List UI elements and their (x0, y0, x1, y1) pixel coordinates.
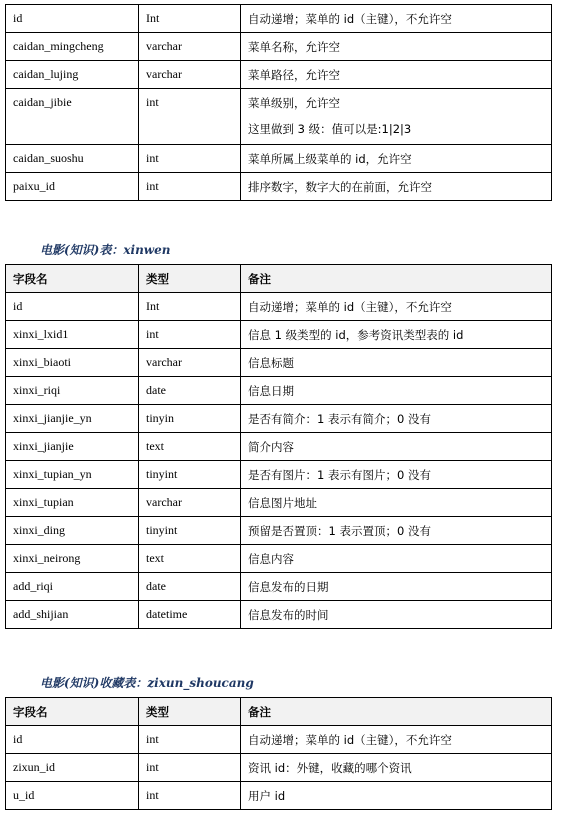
field-name: zixun_id (6, 754, 139, 782)
table-row (6, 601, 552, 629)
field-type: tinyint (139, 461, 241, 489)
field-note (241, 89, 552, 145)
table-row (6, 405, 552, 433)
field-name: xinxi_tupian_yn (6, 461, 139, 489)
table-row (6, 545, 552, 573)
shoucang-table (5, 697, 552, 810)
field-name: xinxi_jianjie_yn (6, 405, 139, 433)
table-row (6, 349, 552, 377)
field-name: add_riqi (6, 573, 139, 601)
field-name: xinxi_riqi (6, 377, 139, 405)
field-note: 是否有简介：1 表示有简介；0 没有 (241, 405, 552, 433)
field-name: caidan_lujing (6, 61, 139, 89)
field-note: 信息标题 (241, 349, 552, 377)
field-type: int (139, 321, 241, 349)
field-note: 资讯 id：外键，收藏的哪个资讯 (241, 754, 552, 782)
field-type: int (139, 754, 241, 782)
field-type: int (139, 145, 241, 173)
field-type: int (139, 89, 241, 145)
column-header: 备注 (241, 265, 552, 293)
table-row (6, 89, 552, 145)
field-note: 菜单路径，允许空 (241, 61, 552, 89)
field-name: id (6, 726, 139, 754)
field-type: text (139, 545, 241, 573)
column-header: 类型 (139, 265, 241, 293)
table-row (6, 517, 552, 545)
field-note: 信息 1 级类型的 id，参考资讯类型表的 id (241, 321, 552, 349)
field-name: id (6, 5, 139, 33)
xinwen-table (5, 264, 552, 629)
field-note: 信息日期 (241, 377, 552, 405)
field-note: 是否有图片：1 表示有图片；0 没有 (241, 461, 552, 489)
table-row (6, 433, 552, 461)
table-row (6, 782, 552, 810)
field-name: xinxi_tupian (6, 489, 139, 517)
field-type: int (139, 782, 241, 810)
field-name: xinxi_biaoti (6, 349, 139, 377)
table-caption: 电影(知识)收藏表：zixun_shoucang (40, 676, 254, 690)
field-note: 信息内容 (241, 545, 552, 573)
field-note: 信息图片地址 (241, 489, 552, 517)
column-header: 字段名 (6, 265, 139, 293)
field-note: 预留是否置顶：1 表示置顶；0 没有 (241, 517, 552, 545)
field-type: Int (139, 293, 241, 321)
note-line: 菜单级别，允许空 (248, 96, 340, 110)
field-type: tinyint (139, 517, 241, 545)
field-note: 信息发布的日期 (241, 573, 552, 601)
field-name: xinxi_ding (6, 517, 139, 545)
field-note: 自动递增；菜单的 id（主键），不允许空 (241, 5, 552, 33)
field-note: 自动递增；菜单的 id（主键），不允许空 (241, 293, 552, 321)
field-type: date (139, 573, 241, 601)
field-type: varchar (139, 61, 241, 89)
field-type: text (139, 433, 241, 461)
field-type: date (139, 377, 241, 405)
field-note: 自动递增；菜单的 id（主键），不允许空 (241, 726, 552, 754)
field-name: xinxi_jianjie (6, 433, 139, 461)
table-row (6, 61, 552, 89)
field-type: varchar (139, 33, 241, 61)
field-note: 简介内容 (241, 433, 552, 461)
table-header-row (6, 698, 552, 726)
field-name: xinxi_neirong (6, 545, 139, 573)
table-row (6, 461, 552, 489)
field-name: caidan_suoshu (6, 145, 139, 173)
field-note: 菜单所属上级菜单的 id，允许空 (241, 145, 552, 173)
table-row (6, 321, 552, 349)
field-type: datetime (139, 601, 241, 629)
field-note: 排序数字，数字大的在前面，允许空 (241, 173, 552, 201)
field-note: 信息发布的时间 (241, 601, 552, 629)
table-row (6, 33, 552, 61)
table-row (6, 145, 552, 173)
note-line: 这里做到 3 级：值可以是:1|2|3 (248, 122, 412, 136)
field-type: varchar (139, 349, 241, 377)
field-name: add_shijian (6, 601, 139, 629)
table-row (6, 377, 552, 405)
column-header: 类型 (139, 698, 241, 726)
field-name: u_id (6, 782, 139, 810)
table-row (6, 489, 552, 517)
table-row (6, 293, 552, 321)
caidan-table (5, 4, 552, 201)
field-type: int (139, 173, 241, 201)
field-note: 用户 id (241, 782, 552, 810)
field-note: 菜单名称，允许空 (241, 33, 552, 61)
table-row (6, 173, 552, 201)
table-caption: 电影(知识)表：xinwen (40, 243, 171, 257)
table-row (6, 726, 552, 754)
table-row (6, 573, 552, 601)
field-name: id (6, 293, 139, 321)
column-header: 备注 (241, 698, 552, 726)
field-name: caidan_jibie (6, 89, 139, 145)
column-header: 字段名 (6, 698, 139, 726)
field-type: varchar (139, 489, 241, 517)
field-name: paixu_id (6, 173, 139, 201)
table-row (6, 754, 552, 782)
table-header-row (6, 265, 552, 293)
field-type: tinyin (139, 405, 241, 433)
field-type: int (139, 726, 241, 754)
table-row (6, 5, 552, 33)
field-name: xinxi_lxid1 (6, 321, 139, 349)
field-name: caidan_mingcheng (6, 33, 139, 61)
field-type: Int (139, 5, 241, 33)
